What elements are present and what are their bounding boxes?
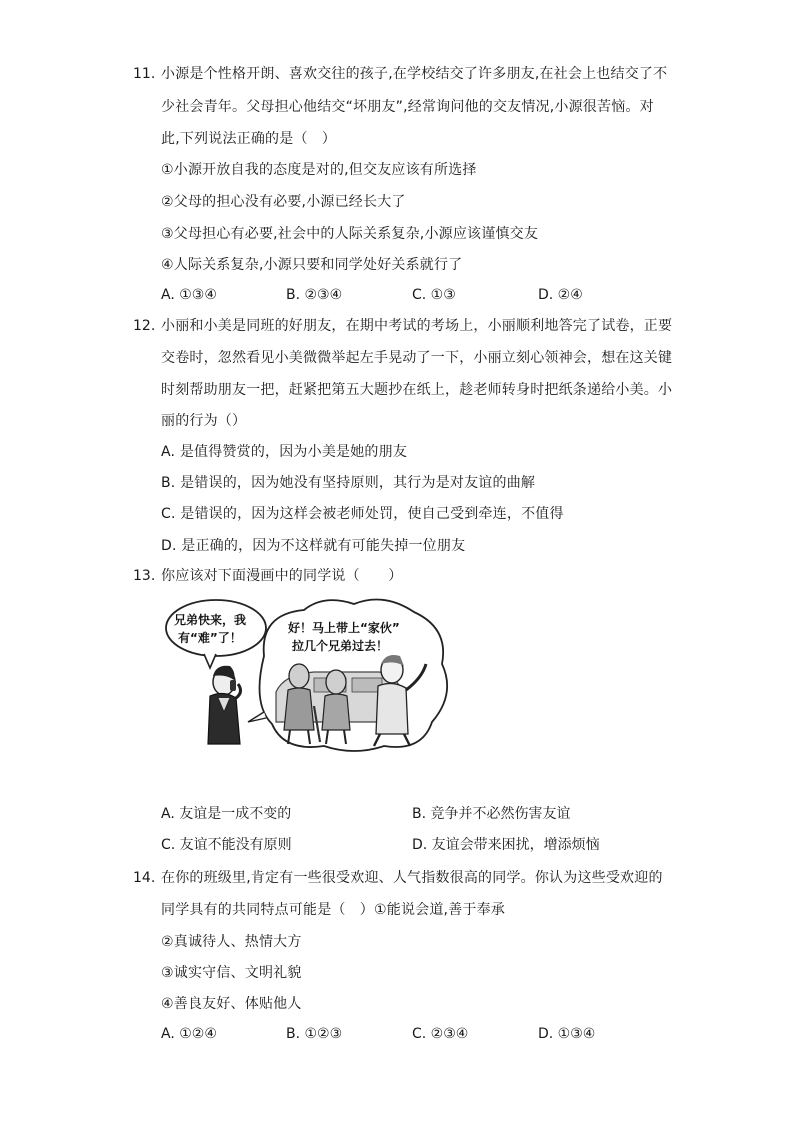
left-speech-bubble <box>166 600 266 656</box>
option-a[interactable]: A. 是值得赞赏的，因为小美是她的朋友 <box>161 444 408 460</box>
statement-1: ①小源开放自我的态度是对的,但交友应该有所选择 <box>161 162 477 178</box>
question-number: 14. <box>133 870 156 886</box>
option-d[interactable]: D. ②④ <box>538 287 583 303</box>
question-text-line: 小丽和小美是同班的好朋友，在期中考试的考场上，小丽顺利地答完了试卷，正要 <box>161 318 673 334</box>
option-a[interactable]: A. ①③④ <box>161 287 217 303</box>
option-b[interactable]: B. ①②③ <box>286 1026 343 1042</box>
option-c[interactable]: C. ②③④ <box>412 1026 469 1042</box>
question-text-line: 你应该对下面漫画中的同学说（ ） <box>161 568 403 584</box>
question-text-line: 同学具有的共同特点可能是（ ）①能说会道,善于奉承 <box>161 902 505 918</box>
option-c[interactable]: C. 是错误的，因为这样会被老师处罚，使自己受到牵连，不值得 <box>161 506 564 522</box>
question-number: 11. <box>133 66 156 82</box>
comic-illustration <box>164 594 449 754</box>
option-a[interactable]: A. ①②④ <box>161 1026 217 1042</box>
right-bubble-line-1: 好！马上带上“家伙” <box>288 621 400 635</box>
statement-2: ②父母的担心没有必要,小源已经长大了 <box>161 194 406 210</box>
question-11 <box>133 64 668 304</box>
question-text-line: 此,下列说法正确的是（ ） <box>161 131 337 147</box>
left-bubble-line-2: 有“难”了！ <box>178 631 242 645</box>
option-b[interactable]: B. 竞争并不必然伤害友谊 <box>412 806 571 822</box>
option-c[interactable]: C. 友谊不能没有原则 <box>161 837 292 853</box>
question-text-line: 丽的行为（） <box>161 413 247 429</box>
right-bubble-line-2: 拉几个兄弟过去！ <box>292 639 389 653</box>
question-12 <box>133 316 673 556</box>
question-number: 12. <box>133 318 156 334</box>
question-14 <box>133 868 663 1048</box>
statement-3: ③父母担心有必要,社会中的人际关系复杂,小源应该谨慎交友 <box>161 226 539 242</box>
boy-on-phone <box>208 666 241 744</box>
option-d[interactable]: D. ①③④ <box>538 1026 596 1042</box>
option-b[interactable]: B. 是错误的，因为她没有坚持原则，其行为是对友谊的曲解 <box>161 475 536 491</box>
left-bubble-line-1: 兄弟快来，我 <box>174 613 247 627</box>
option-b[interactable]: B. ②③④ <box>286 287 343 303</box>
statement-3: ③诚实守信、文明礼貌 <box>161 965 302 981</box>
option-d[interactable]: D. 友谊会带来困扰，增添烦恼 <box>412 837 600 853</box>
statement-4: ④善良友好、体贴他人 <box>161 996 302 1012</box>
option-a[interactable]: A. 友谊是一成不变的 <box>161 806 292 822</box>
option-c[interactable]: C. ①③ <box>412 287 456 303</box>
question-text-line: 少社会青年。父母担心他结交“坏朋友”,经常询问他的交友情况,小源很苦恼。对 <box>161 99 654 115</box>
question-text-line: 小源是个性格开朗、喜欢交往的孩子,在学校结交了许多朋友,在社会上也结交了不 <box>161 66 668 82</box>
question-text-line: 时刻帮助朋友一把，赶紧把第五大题抄在纸上，趁老师转身时把纸条递给小美。小 <box>161 382 673 398</box>
statement-2: ②真诚待人、热情大方 <box>161 934 302 950</box>
question-text-line: 在你的班级里,肯定有一些很受欢迎、人气指数很高的同学。你认为这些受欢迎的 <box>161 870 663 886</box>
option-d[interactable]: D. 是正确的，因为不这样就有可能失掉一位朋友 <box>161 538 466 554</box>
question-number: 13. <box>133 568 156 584</box>
statement-4: ④人际关系复杂,小源只要和同学处好关系就行了 <box>161 257 463 273</box>
question-text-line: 交卷时，忽然看见小美微微举起左手晃动了一下，小丽立刻心领神会，想在这关键 <box>161 350 673 366</box>
